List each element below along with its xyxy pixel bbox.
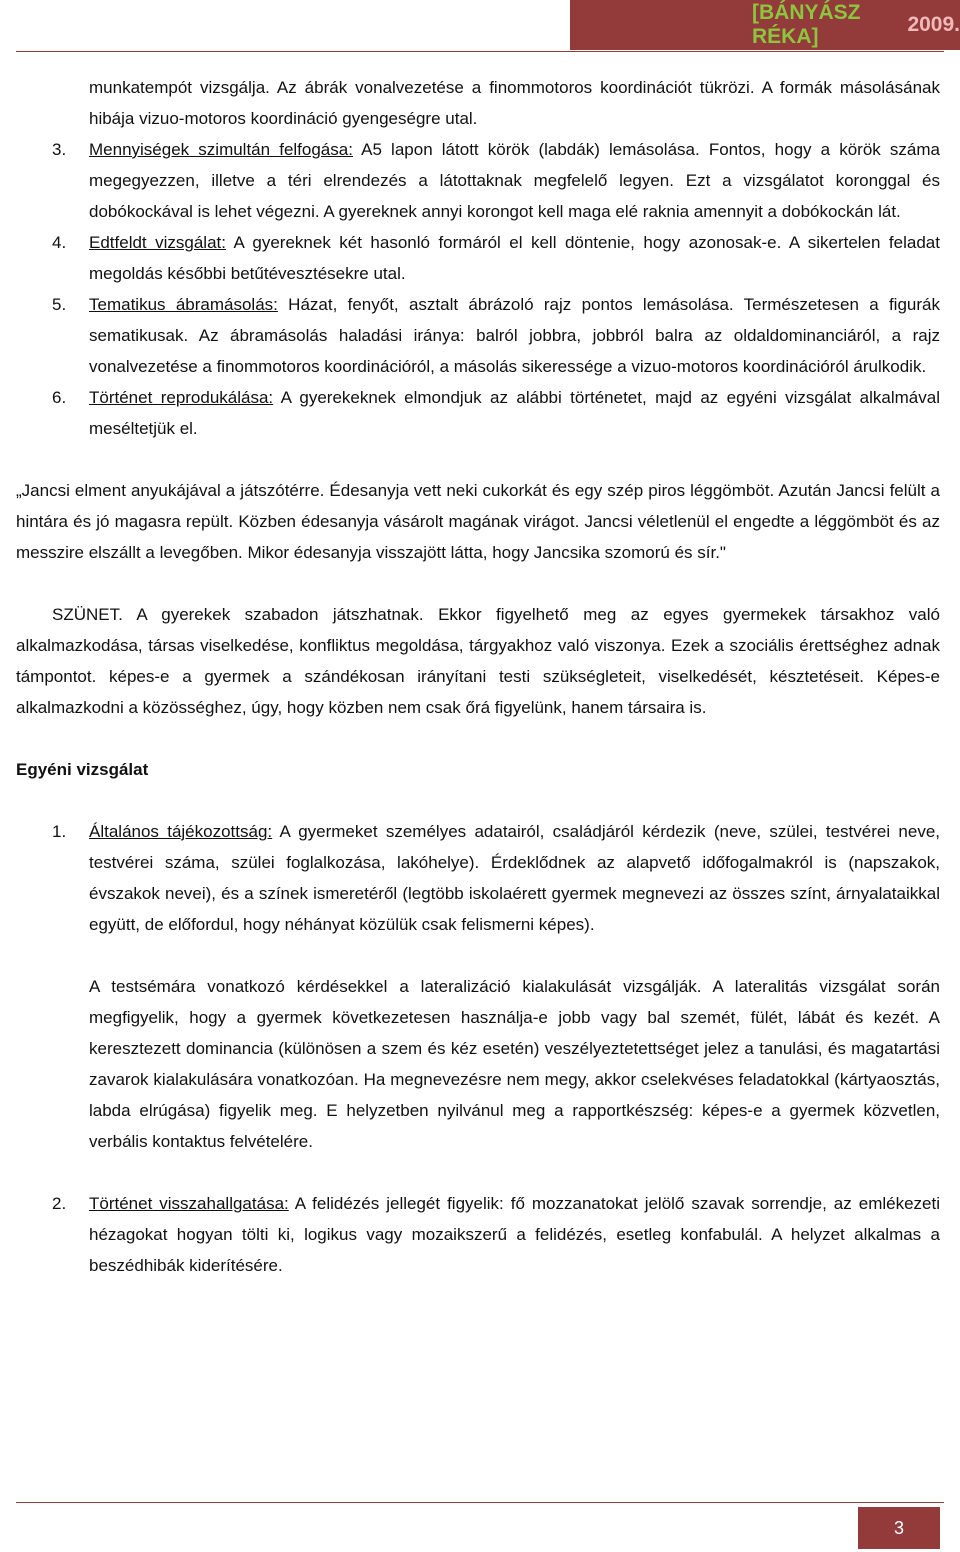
list-number: 3. — [52, 140, 67, 159]
list-item-6 — [16, 382, 940, 444]
header-year: 2009. — [907, 13, 960, 36]
list-item-label: Általános tájékozottság: — [89, 822, 273, 841]
list-item-label: Tematikus ábramásolás: — [89, 295, 278, 314]
list-item-text: Házat, fenyőt, asztalt ábrázoló rajz pontos lemásolása. Természetesen a figurák sematikusak. Az ábramásolás haladási iránya: balról jobbra, jobbról balra az oldaldominanciáról, a rajz vonalvezetése a finommotoros koordinációról, a másolás sikeressége a vizuo-motoros koordinációról árulkodik. — [89, 295, 940, 376]
list-item-text: A gyermeket személyes adatairól, családjáról kérdezik (neve, szülei, testvérei neve, testvérei száma, szülei foglalkozása, lakóhelye). Érdeklődnek az alapvető időfogalmakról is (napszakok, évszakok nevei), és a színek ismeretéről (legtöbb iskolaérett gyermek megnevezi az összes színt, árnyalataikkal együtt, de előfordul, hogy néhányat közülük csak felismerni képes). — [89, 822, 940, 934]
list-item-label: Mennyiségek szimultán felfogása: — [89, 140, 353, 159]
list-item-label: Történet reprodukálása: — [89, 388, 274, 407]
list-item-2 — [16, 1188, 940, 1281]
list-item-1 — [16, 816, 940, 1157]
list-number: 2. — [52, 1194, 67, 1213]
header-bar — [570, 0, 960, 50]
list-number: 6. — [52, 388, 67, 407]
list-item-label: Történet visszahallgatása: — [89, 1194, 289, 1213]
list-number: 4. — [52, 233, 67, 252]
list-item-label: Edtfeldt vizsgálat: — [89, 233, 226, 252]
list-item-text: A5 lapon látott körök (labdák) lemásolása. Fontos, hogy a körök száma megegyezzen, illetve a téri elrendezés a látottaknak megfelelő legyen. Ezt a vizsgálatot koronggal és dobókockával is lehet végezni. A gyereknek annyi korongot kell maga elé raknia amennyit a dobókockán lát. — [89, 140, 940, 221]
list-item-5 — [16, 289, 940, 382]
intro-paragraph: munkatempót vizsgálja. Az ábrák vonalvezetése a finommotoros koordinációt tükrözi. A formák másolásának hibája vizuo-motoros koordináció gyengeségre utal. — [89, 78, 940, 128]
list-number: 5. — [52, 295, 67, 314]
page-body — [16, 72, 940, 1281]
header-author: [BÁNYÁSZ RÉKA] — [752, 1, 861, 48]
header-divider — [16, 51, 944, 52]
list-item-4 — [16, 227, 940, 289]
section-title: Egyéni vizsgálat — [16, 760, 149, 779]
break-paragraph: SZÜNET. A gyerekek szabadon játszhatnak. Ekkor figyelhető meg az egyes gyermekek társakhoz való alkalmazkodása, társas viselkedése, konfliktus megoldása, tárgyakhoz való viszonya. Ezek a szociális érettséghez adnak támpontot. képes-e a gyermek a szándékosan irányítani testi szükségleteit, viselkedését, késztetéseit. Képes-e alkalmazkodni a közösséghez, úgy, hogy közben nem csak őrá figyelünk, hanem társaira is. — [16, 605, 940, 717]
list-item-3 — [16, 134, 940, 227]
page-number: 3 — [858, 1507, 940, 1549]
list-item-text: A gyerekeknek elmondjuk az alábbi történetet, majd az egyéni vizsgálat alkalmával meséltetjük el. — [89, 388, 940, 438]
list-number: 1. — [52, 822, 67, 841]
footer-divider — [16, 1502, 944, 1503]
list-item-text: A gyereknek két hasonló formáról el kell döntenie, hogy azonosak-e. A sikertelen feladat megoldás későbbi betűtévesztésekre utal. — [89, 233, 940, 283]
lateralization-paragraph: A testsémára vonatkozó kérdésekkel a lateralizáció kialakulását vizsgálják. A lateralitás vizsgálat során megfigyelik, hogy a gyermek következetesen használja-e jobb vagy bal szemét, fülét, lábát és kezét. A keresztezett dominancia (különösen a szem és kéz esetén) veszélyeztetettséget jelez a tanulási, és magatartási zavarok kialakulására vonatkozóan. Ha megnevezésre nem megy, akkor cselekvéses feladatokkal (kártyaosztás, labda elrúgása) figyelik meg. E helyzetben nyilvánul meg a rapportkészség: képes-e a gyermek közvetlen, verbális kontaktus felvételére. — [89, 977, 940, 1151]
story-paragraph: „Jancsi elment anyukájával a játszótérre. Édesanyja vett neki cukorkát és egy szép piros léggömböt. Azután Jancsi felült a hintára és jó magasra repült. Közben édesanyja vásárolt magának virágot. Jancsi véletlenül el engedte a léggömböt és az messzire elszállt a levegőben. Mikor édesanyja visszajött látta, hogy Jancsika szomorú és sír." — [16, 481, 940, 562]
list-item-text: A felidézés jellegét figyelik: fő mozzanatokat jelölő szavak sorrendje, az emlékezeti hézagokat hogyan tölti ki, logikus vagy mozaikszerű a felidézés, esetleg konfabulál. A helyzet alkalmas a beszédhibák kiderítésére. — [89, 1194, 940, 1275]
